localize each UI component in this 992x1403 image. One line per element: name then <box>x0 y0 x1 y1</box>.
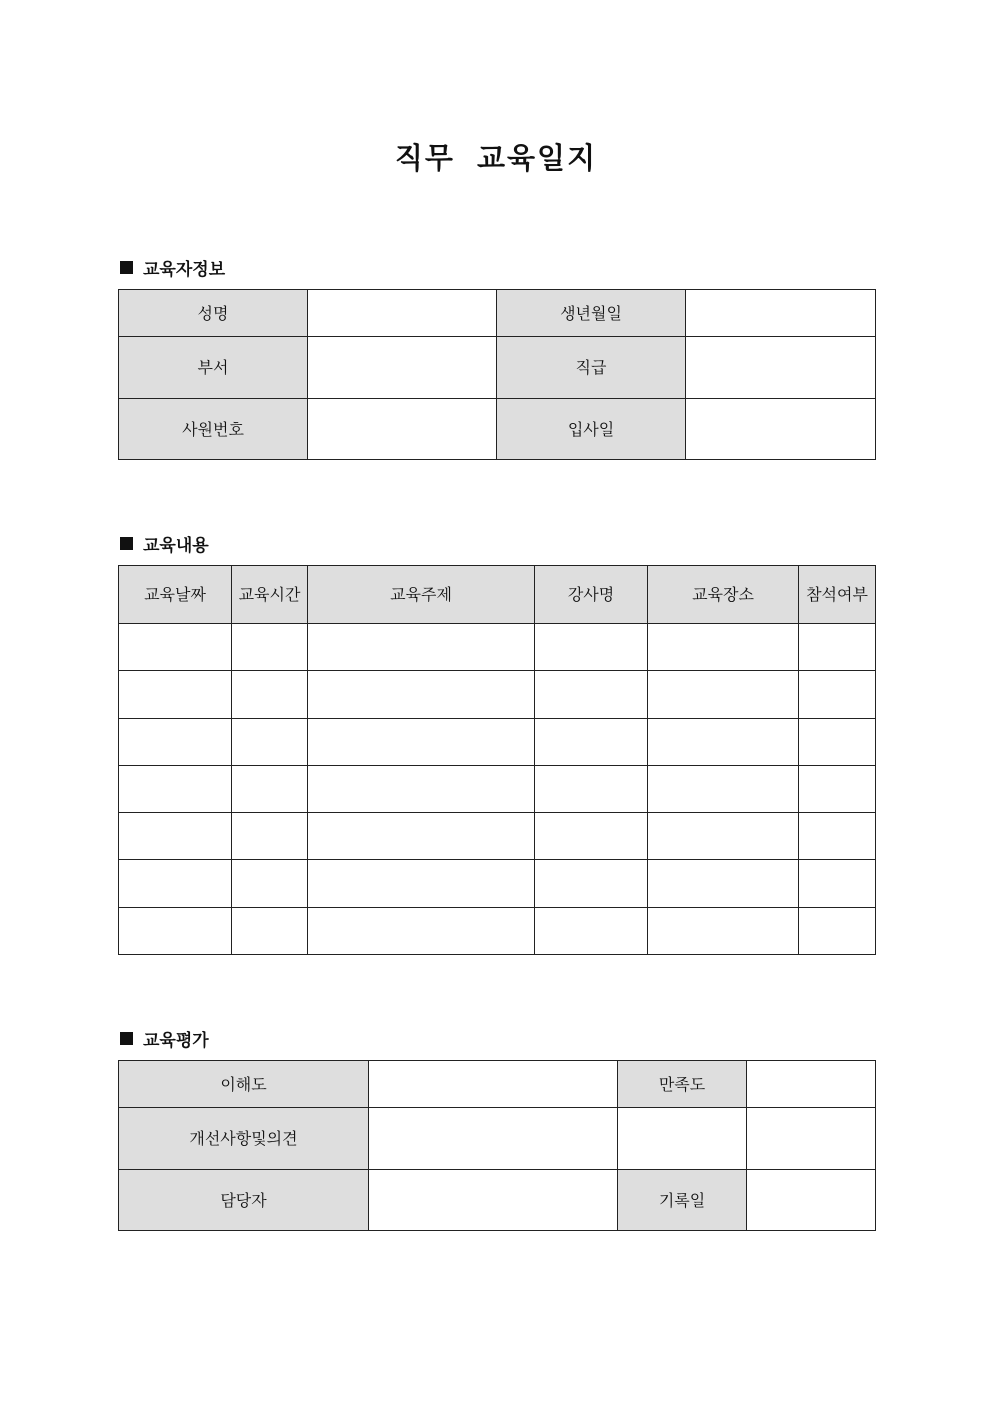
cell-date[interactable] <box>119 908 232 955</box>
table-row <box>119 399 876 460</box>
cell-instructor[interactable] <box>535 671 648 719</box>
hire-date-field[interactable] <box>686 399 876 460</box>
cell-location[interactable] <box>648 860 799 908</box>
table-row <box>119 813 876 860</box>
cell-date[interactable] <box>119 766 232 813</box>
table-row <box>119 1108 876 1170</box>
column-header-attendance: 참석여부 <box>799 566 876 624</box>
cell-time[interactable] <box>232 719 308 766</box>
satisfaction-field[interactable] <box>747 1061 876 1108</box>
table-row <box>119 1061 876 1108</box>
cell-time[interactable] <box>232 624 308 671</box>
cell-attendance[interactable] <box>799 766 876 813</box>
comprehension-label: 이해도 <box>119 1061 369 1108</box>
cell-attendance[interactable] <box>799 719 876 766</box>
column-header-time: 교육시간 <box>232 566 308 624</box>
record-date-field[interactable] <box>747 1170 876 1231</box>
cell-attendance[interactable] <box>799 860 876 908</box>
page-title: 직무 교육일지 <box>394 141 598 175</box>
department-label: 부서 <box>119 337 308 399</box>
name-label: 성명 <box>119 290 308 337</box>
cell-instructor[interactable] <box>535 908 648 955</box>
cell-location[interactable] <box>648 671 799 719</box>
cell-instructor[interactable] <box>535 813 648 860</box>
section-heading-label: 교육내용 <box>143 536 209 556</box>
birthdate-label: 생년월일 <box>497 290 686 337</box>
cell-date[interactable] <box>119 813 232 860</box>
cell-topic[interactable] <box>308 908 535 955</box>
cell-topic[interactable] <box>308 860 535 908</box>
satisfaction-label: 만족도 <box>618 1061 747 1108</box>
cell-instructor[interactable] <box>535 624 648 671</box>
table-row <box>119 719 876 766</box>
manager-label: 담당자 <box>119 1170 369 1231</box>
cell-instructor[interactable] <box>535 766 648 813</box>
table-header-row <box>119 566 876 624</box>
cell-attendance[interactable] <box>799 813 876 860</box>
position-label: 직급 <box>497 337 686 399</box>
table-row <box>119 766 876 813</box>
cell-location[interactable] <box>648 624 799 671</box>
table-row <box>119 860 876 908</box>
cell-time[interactable] <box>232 671 308 719</box>
employee-number-label: 사원번호 <box>119 399 308 460</box>
position-field[interactable] <box>686 337 876 399</box>
cell-topic[interactable] <box>308 766 535 813</box>
improvements-extra-field-2[interactable] <box>747 1108 876 1170</box>
trainee-info-table <box>118 289 876 460</box>
table-row <box>119 290 876 337</box>
improvements-label: 개선사항및의견 <box>119 1108 369 1170</box>
cell-instructor[interactable] <box>535 719 648 766</box>
cell-date[interactable] <box>119 671 232 719</box>
manager-field[interactable] <box>369 1170 618 1231</box>
cell-date[interactable] <box>119 624 232 671</box>
table-row <box>119 624 876 671</box>
section-heading-training-content <box>120 531 209 556</box>
column-header-date: 교육날짜 <box>119 566 232 624</box>
cell-topic[interactable] <box>308 671 535 719</box>
cell-instructor[interactable] <box>535 860 648 908</box>
cell-attendance[interactable] <box>799 671 876 719</box>
cell-time[interactable] <box>232 813 308 860</box>
department-field[interactable] <box>308 337 497 399</box>
cell-topic[interactable] <box>308 624 535 671</box>
evaluation-table <box>118 1060 876 1231</box>
training-content-table <box>118 565 876 955</box>
column-header-instructor: 강사명 <box>535 566 648 624</box>
employee-number-field[interactable] <box>308 399 497 460</box>
square-bullet-icon <box>120 537 133 550</box>
improvements-extra-field[interactable] <box>618 1108 747 1170</box>
improvements-field[interactable] <box>369 1108 618 1170</box>
section-heading-trainee-info <box>120 255 225 280</box>
cell-location[interactable] <box>648 766 799 813</box>
column-header-topic: 교육주제 <box>308 566 535 624</box>
cell-attendance[interactable] <box>799 624 876 671</box>
table-row <box>119 1170 876 1231</box>
record-date-label: 기록일 <box>618 1170 747 1231</box>
section-heading-evaluation <box>120 1026 209 1051</box>
cell-topic[interactable] <box>308 719 535 766</box>
square-bullet-icon <box>120 1032 133 1045</box>
cell-location[interactable] <box>648 719 799 766</box>
hire-date-label: 입사일 <box>497 399 686 460</box>
birthdate-field[interactable] <box>686 290 876 337</box>
table-row <box>119 337 876 399</box>
cell-topic[interactable] <box>308 813 535 860</box>
section-heading-label: 교육평가 <box>143 1031 209 1051</box>
square-bullet-icon <box>120 261 133 274</box>
cell-time[interactable] <box>232 860 308 908</box>
cell-date[interactable] <box>119 719 232 766</box>
cell-time[interactable] <box>232 766 308 813</box>
table-row <box>119 908 876 955</box>
cell-time[interactable] <box>232 908 308 955</box>
name-field[interactable] <box>308 290 497 337</box>
column-header-location: 교육장소 <box>648 566 799 624</box>
cell-date[interactable] <box>119 860 232 908</box>
cell-location[interactable] <box>648 813 799 860</box>
section-heading-label: 교육자정보 <box>143 260 226 280</box>
table-row <box>119 671 876 719</box>
cell-location[interactable] <box>648 908 799 955</box>
comprehension-field[interactable] <box>369 1061 618 1108</box>
cell-attendance[interactable] <box>799 908 876 955</box>
